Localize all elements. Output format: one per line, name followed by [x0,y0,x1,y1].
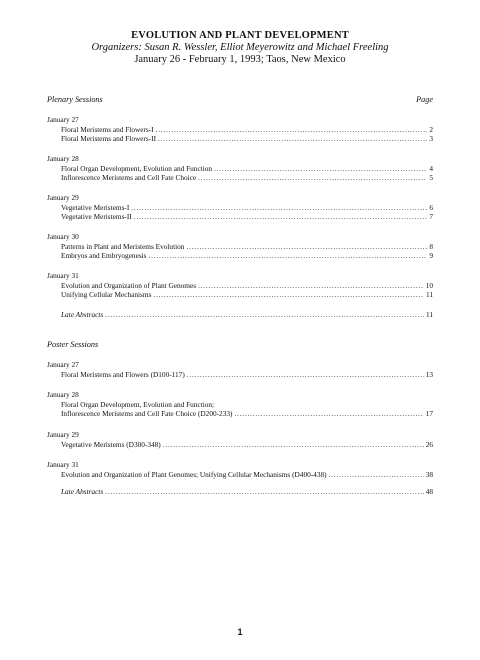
entry-page: 48 [425,487,433,496]
plenary-day [47,193,433,222]
entry-title: Floral Organ Development, Evolution and Function [61,163,213,173]
day-date: January 29 [47,430,79,439]
entry-page: 11 [425,310,433,319]
poster-heading-text: Poster Sessions [47,340,99,349]
plenary-day [47,271,433,300]
toc-entry[interactable] [47,164,433,174]
toc-entry[interactable] [47,242,433,252]
entry-page: 4 [429,163,433,173]
entry-title: Inflorescence Meristems and Cell Fate Choice [61,173,197,183]
day-date: January 31 [47,460,79,469]
toc-entry[interactable] [47,203,433,213]
entry-title: Floral Meristems and Flowers-II [61,134,157,144]
entry-page: 26 [425,439,433,449]
day-date: January 27 [47,115,79,124]
day-date: January 31 [47,271,79,280]
entry-title: Evolution and Organization of Plant Genomes; Unifying Cellular Mechanisms (D400-438) [61,469,327,479]
entry-page: 6 [429,202,433,212]
day-date: January 28 [47,390,79,399]
day-date: January 27 [47,360,79,369]
toc-entry[interactable] [47,173,433,183]
poster-day [47,430,433,449]
entry-page: 17 [425,409,433,419]
dates-location: January 26 - February 1, 1993; Taos, New Mexico [134,54,346,65]
entry-title: Floral Meristems and Flowers-I [61,124,154,134]
poster-day [47,360,433,379]
entry-title: Embryos and Embryogenesis [61,251,147,261]
toc-entry[interactable] [47,470,433,480]
entry-title: Inflorescence Meristems and Cell Fate Choice (D200-233) [61,409,233,419]
plenary-day [47,154,433,183]
entry-title: Floral Meristems and Flowers (D100-117) [61,369,185,379]
entry-page: 5 [429,173,433,183]
page-column-label: Page [416,95,433,104]
entry-page: 38 [425,469,433,479]
toc-entry[interactable] [47,281,433,291]
entry-title: Vegetative Meristems-I [61,202,130,212]
day-date: January 29 [47,193,79,202]
plenary-late-abstracts [47,310,433,320]
day-date: January 28 [47,154,79,163]
entry-page: 8 [429,241,433,251]
entry-title: Evolution and Organization of Plant Genomes [61,280,197,290]
entry-page: 2 [429,124,433,134]
plenary-sessions-heading [47,95,433,104]
toc-entry[interactable] [47,134,433,144]
poster-late-abstracts [47,487,433,497]
entry-title-line1: Floral Organ Development, Evolution and Function; [61,399,215,409]
toc-entry[interactable] [47,212,433,222]
toc-entry[interactable] [47,290,433,300]
document-header [0,30,480,66]
entry-title: Vegetative Meristems (D300-348) [61,439,161,449]
entry-title: Vegetative Meristems-II [61,212,132,222]
page-number: 1 [237,627,243,637]
toc-entry[interactable] [47,251,433,261]
entry-page: 3 [429,134,433,144]
entry-page: 10 [425,280,433,290]
toc-entry[interactable] [47,310,433,320]
toc-entry[interactable] [47,125,433,135]
entry-title: Late Abstracts [61,310,104,319]
entry-page: 13 [425,369,433,379]
plenary-day [47,232,433,261]
toc-entry[interactable] [47,370,433,380]
plenary-day [47,115,433,144]
entry-title: Patterns in Plant and Meristems Evolution [61,241,185,251]
toc-entry[interactable] [47,487,433,497]
poster-sessions-heading [47,340,433,349]
document-title: EVOLUTION AND PLANT DEVELOPMENT [131,30,349,41]
poster-day [47,460,433,479]
plenary-heading-text: Plenary Sessions [47,95,103,104]
entry-title: Late Abstracts [61,487,104,496]
entry-page: 11 [425,290,433,300]
entry-page: 9 [429,251,433,261]
day-date: January 30 [47,232,79,241]
entry-title: Unifying Cellular Mechanisms [61,290,152,300]
toc-entry[interactable] [47,440,433,450]
poster-day [47,390,433,419]
entry-page: 7 [429,212,433,222]
toc-entry[interactable] [47,409,433,419]
organizers-line: Organizers: Susan R. Wessler, Elliot Meyerowitz and Michael Freeling [91,42,389,53]
